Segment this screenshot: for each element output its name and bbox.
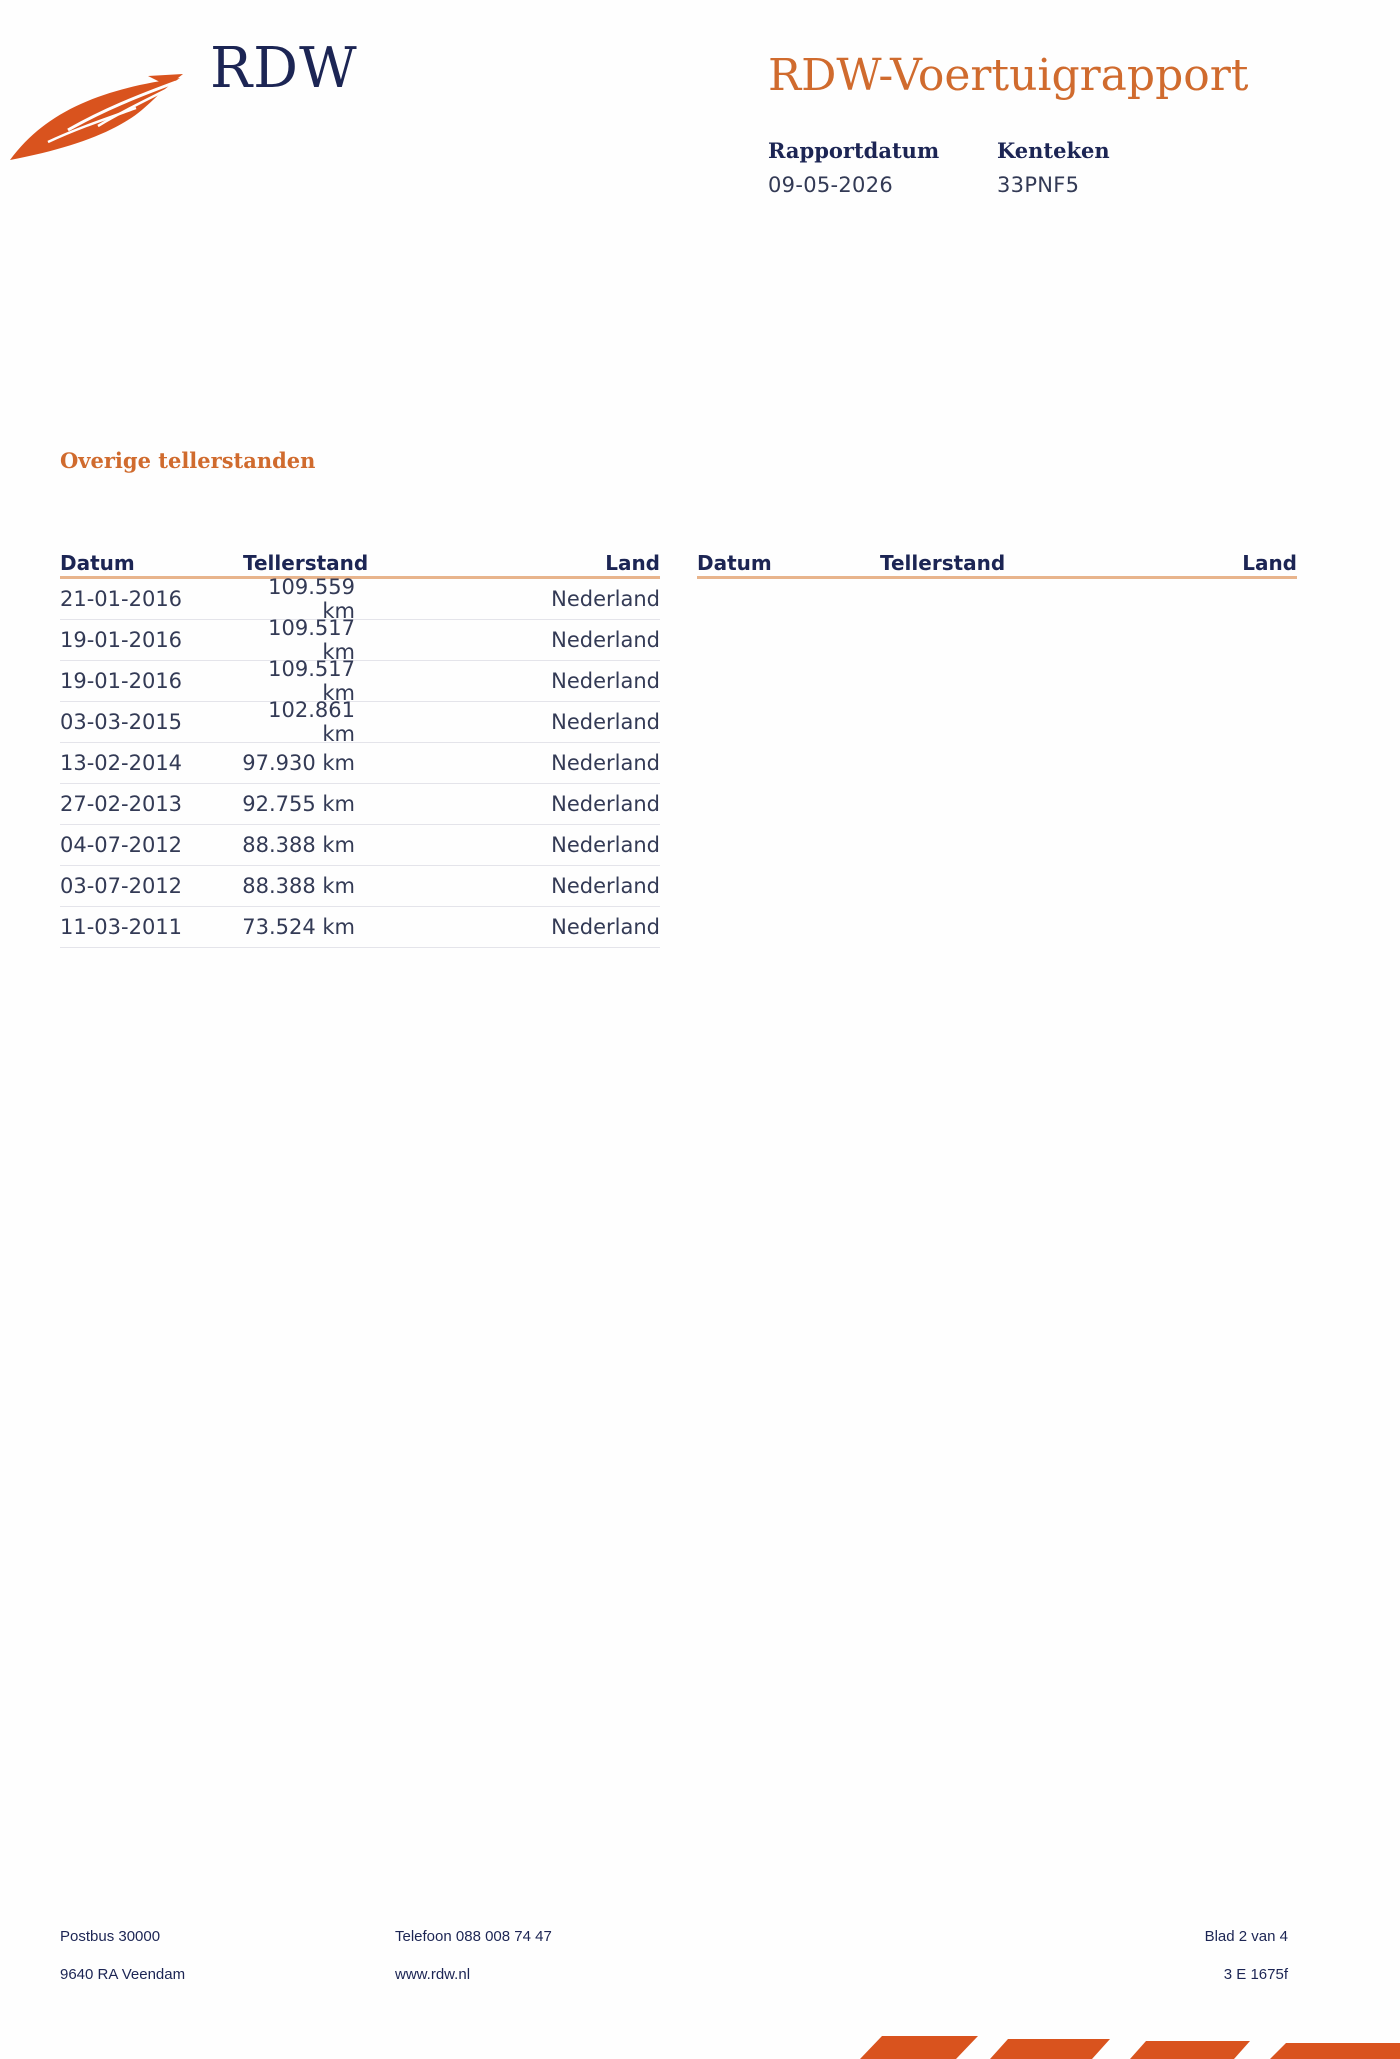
license-plate-block: [997, 138, 1110, 197]
table-cell-country: Nederland: [551, 833, 660, 857]
table-cell-country: Nederland: [551, 628, 660, 652]
table-cell-date: 19-01-2016: [60, 628, 183, 652]
table-cell-date: 11-03-2011: [60, 915, 183, 939]
column-header-odometer: Tellerstand: [880, 551, 1006, 575]
table-cell-odometer: 88.388 km: [242, 833, 355, 857]
table-cell-odometer: 73.524 km: [242, 915, 355, 939]
report-date-value: 09-05-2026: [768, 173, 894, 197]
table-cell-date: 03-07-2012: [60, 874, 183, 898]
table-cell-date: 27-02-2013: [60, 792, 183, 816]
column-header-date: Datum: [697, 551, 772, 575]
table-row: [60, 657, 660, 705]
footer-address-line1: Postbus 30000: [60, 1928, 161, 1945]
report-date-block: [768, 138, 939, 197]
table-cell-date: 21-01-2016: [60, 587, 183, 611]
footer-page-info: [1205, 1918, 1288, 1994]
column-header-odometer: Tellerstand: [243, 551, 369, 575]
table-header: [697, 545, 1297, 579]
table-row: [60, 866, 660, 907]
rdw-logo-text: RDW: [210, 36, 358, 101]
table-cell-country: Nederland: [551, 710, 660, 734]
table-cell-odometer: 109.559 km: [268, 575, 355, 623]
table-cell-date: 04-07-2012: [60, 833, 183, 857]
footer-website: www.rdw.nl: [395, 1966, 471, 1983]
table-cell-date: 13-02-2014: [60, 751, 183, 775]
table-cell-country: Nederland: [551, 915, 660, 939]
license-plate-label: Kenteken: [997, 138, 1110, 163]
table-cell-odometer: 92.755 km: [242, 792, 355, 816]
odometer-table-left: [60, 545, 660, 948]
footer-document-code: 3 E 1675f: [1223, 1966, 1288, 1983]
footer-stripes-decoration: [830, 2036, 1400, 2059]
table-cell-odometer: 88.388 km: [242, 874, 355, 898]
report-date-label: Rapportdatum: [768, 138, 940, 163]
section-title: Overige tellerstanden: [60, 448, 316, 473]
table-row: [60, 575, 660, 623]
table-body: [60, 575, 660, 948]
table-cell-country: Nederland: [551, 792, 660, 816]
table-cell-date: 19-01-2016: [60, 669, 183, 693]
table-cell-country: Nederland: [551, 669, 660, 693]
rdw-logo-icon: [8, 68, 183, 168]
table-cell-odometer: 102.861 km: [268, 698, 355, 746]
table-cell-odometer: 97.930 km: [242, 751, 355, 775]
footer-address: [60, 1918, 185, 1994]
table-cell-odometer: 109.517 km: [268, 657, 355, 705]
footer-address-line2: 9640 RA Veendam: [60, 1966, 186, 1983]
table-row: [60, 784, 660, 825]
table-header: [60, 545, 660, 579]
table-row: [60, 743, 660, 784]
column-header-country: Land: [605, 551, 660, 575]
table-cell-country: Nederland: [551, 587, 660, 611]
table-row: [60, 825, 660, 866]
table-cell-country: Nederland: [551, 874, 660, 898]
footer-contact: [395, 1918, 552, 1994]
column-header-country: Land: [1242, 551, 1297, 575]
footer-page-number: Blad 2 van 4: [1204, 1928, 1288, 1945]
column-header-date: Datum: [60, 551, 135, 575]
table-row: [60, 907, 660, 948]
table-row: [60, 616, 660, 664]
table-cell-odometer: 109.517 km: [268, 616, 355, 664]
table-row: [60, 698, 660, 746]
footer-phone: Telefoon 088 008 74 47: [395, 1928, 552, 1945]
odometer-table-right: [697, 545, 1297, 579]
table-cell-date: 03-03-2015: [60, 710, 183, 734]
report-title: RDW-Voertuigrapport: [768, 50, 1249, 101]
license-plate-value: 33PNF5: [997, 173, 1080, 197]
table-cell-country: Nederland: [551, 751, 660, 775]
